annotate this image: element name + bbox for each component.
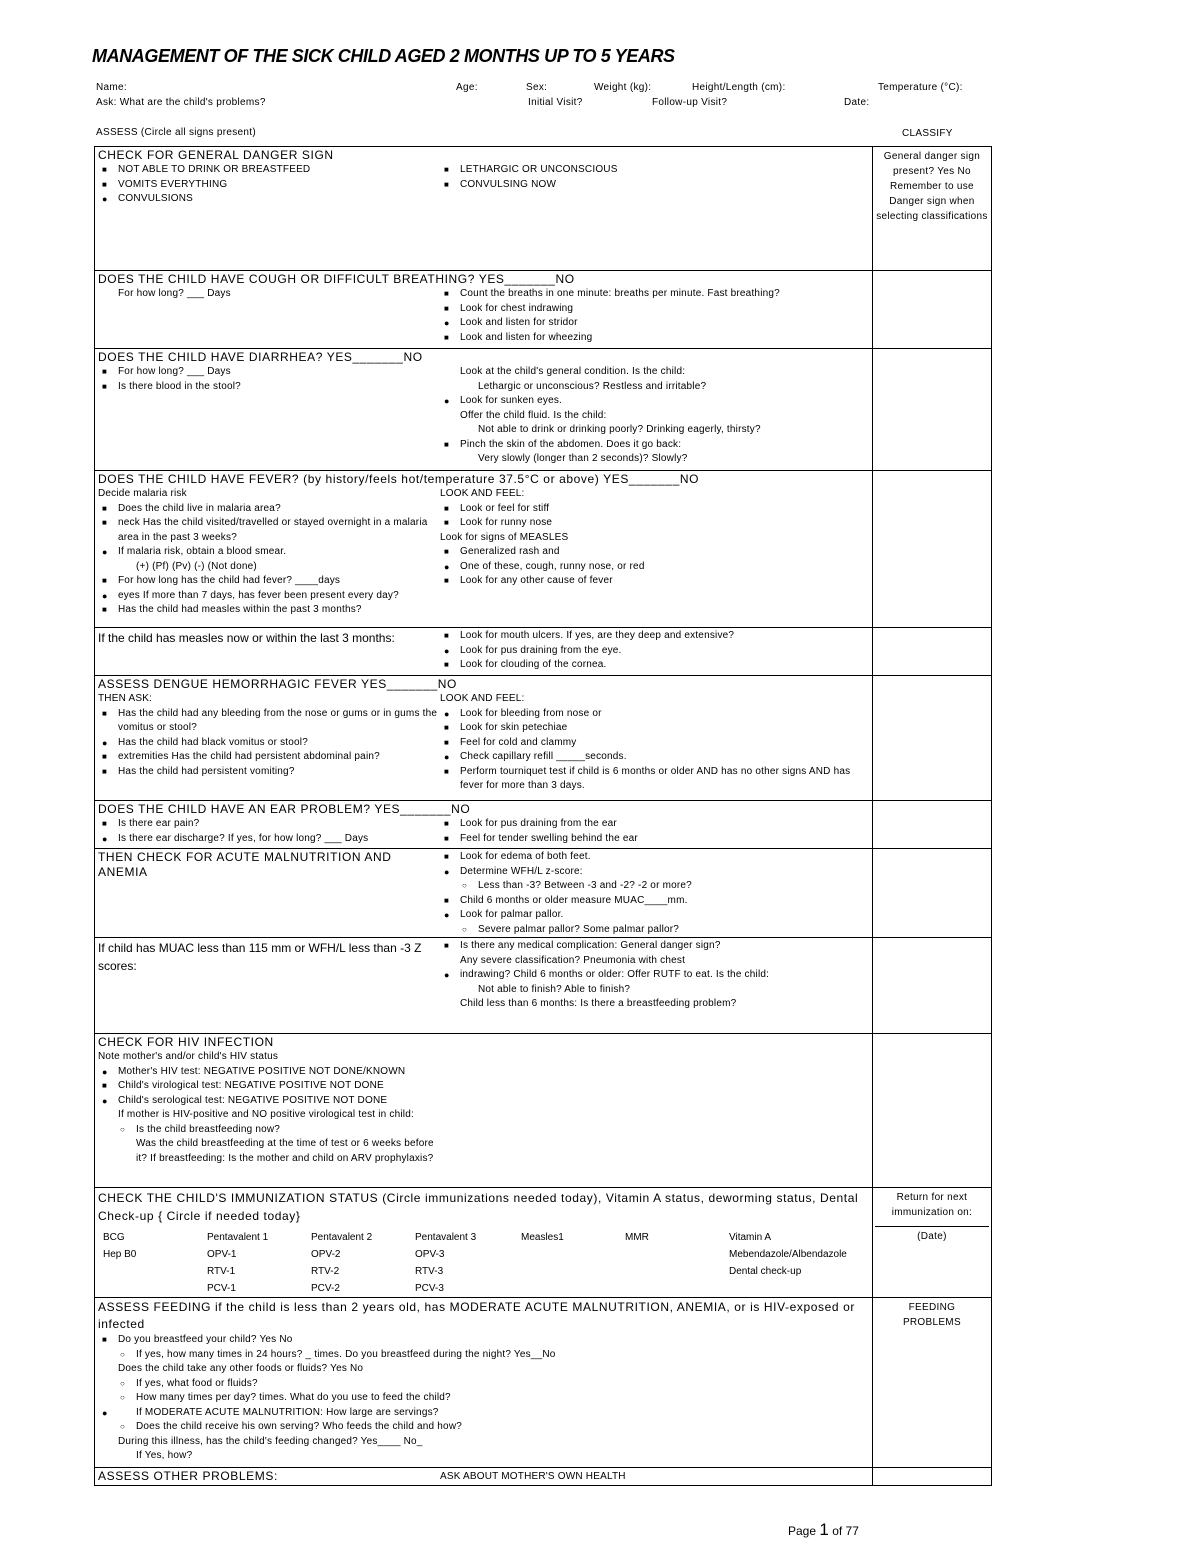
vaccine-label: Pentavalent 1 [207,1232,269,1243]
question-text: ● Is there ear discharge? If yes, for how long? ___ Days [98,832,440,847]
check-item: ■ Pinch the skin of the abdomen. Does it go back: [440,438,869,453]
vaccine-label: OPV-3 [415,1249,445,1260]
age-label: Age: [456,82,478,93]
feeding-line: During this illness, has the child's feeding changed? Yes____ No_ [118,1435,423,1447]
mother-health-label: ASK ABOUT MOTHER'S OWN HEALTH [440,1471,626,1482]
immunization-section [95,1188,992,1298]
check-item: ● Check capillary refill _____seconds. [440,750,869,765]
vaccine-label: PCV-1 [207,1283,236,1294]
vaccine-label [103,1263,207,1280]
question-text: ■ neck Has the child visited/travelled or stayed overnight in a malaria area in the past 3 weeks? [98,516,440,545]
check-item: Lethargic or unconscious? Restless and irritable? [478,380,707,392]
danger-sign-item: ■ NOT ABLE TO DRINK OR BREASTFEED [98,163,440,178]
check-item: Child less than 6 months: Is there a breastfeeding problem? [460,998,737,1009]
check-item: ■ Look for any other cause of fever [440,574,869,589]
vaccine-label: PCV-2 [311,1283,340,1294]
feeding-line: ○ Does the child receive his own serving? Who feeds the child and how? [98,1420,869,1435]
question-text: ■ Is there blood in the stool? [98,380,440,395]
question-text: ■ Has the child had persistent vomiting? [98,765,440,780]
check-item: ■ Look for skin petechiae [440,721,869,736]
vaccine-label: Pentavalent 2 [311,1232,373,1243]
danger-sign-item: ● CONVULSIONS [98,192,440,207]
question-text: ■ extremities Has the child had persistent abdominal pain? [98,750,440,765]
subheading: THEN ASK: [98,693,153,704]
immunization-grid [98,1229,869,1297]
check-item: ● Look for sunken eyes. [440,394,869,409]
malnutrition-section [95,849,992,938]
vaccine-label: OPV-1 [207,1249,237,1260]
check-item: ■ Generalized rash and [440,545,869,560]
vaccine-label: BCG [103,1232,125,1243]
check-item: ● Look for bleeding from nose or [440,707,869,722]
hiv-line: ○ Is the child breastfeeding now? [98,1123,869,1138]
sex-label: Sex: [526,82,548,93]
check-item: ● Look and listen for stridor [440,316,869,331]
vaccine-label [521,1246,625,1263]
check-item: ■ Is there any medical complication: General danger sign? [440,939,869,954]
check-item: ■ Child 6 months or older measure MUAC____mm. [440,894,869,909]
assessment-form [94,146,992,1486]
question-text: ■ Has the child had measles within the past 3 months? [98,603,440,618]
check-item: Look at the child's general condition. Is the child: [460,366,686,377]
vaccine-label [521,1280,625,1297]
question-text: ● Has the child had black vomitus or stool? [98,736,440,751]
question-text: ■ For how long has the child had fever? ____days [98,574,440,589]
section-title: DOES THE CHILD HAVE COUGH OR DIFFICULT BREATHING? YES_______NO [98,272,575,286]
check-item: ■ Feel for cold and clammy [440,736,869,751]
check-item: ■ Look for mouth ulcers. If yes, are they deep and extensive? [440,629,869,644]
page-current: 1 [819,1520,829,1539]
initial-visit-label: Initial Visit? [528,97,583,108]
question-text: Decide malaria risk [98,488,187,499]
check-item: Any severe classification? Pneumonia with chest [460,954,686,966]
ear-section [95,801,992,849]
check-item: ○ Less than -3? Between -3 and -2? -2 or more? [440,879,869,894]
hiv-line: ● Mother's HIV test: NEGATIVE POSITIVE NOT DONE/KNOWN [98,1065,869,1080]
hiv-line: ● Child's serological test: NEGATIVE POSITIVE NOT DONE [98,1094,869,1109]
hiv-line: Note mother's and/or child's HIV status [98,1051,279,1062]
danger-classification: General danger sign present? Yes No Remember to use Danger sign when selecting classifications [876,151,988,222]
vaccine-label [729,1280,877,1297]
vaccine-label: Pentavalent 3 [415,1232,477,1243]
check-item: ○ Severe palmar pallor? Some palmar pallor? [440,923,869,938]
problems-label: Ask: What are the child's problems? [96,97,266,108]
feeding-line: ○ If yes, what food or fluids? [98,1377,869,1392]
hiv-line: If mother is HIV-positive and NO positive virological test in child: [118,1109,414,1120]
classify-heading: CLASSIFY [902,128,953,139]
check-item: ■ Feel for tender swelling behind the ear [440,832,869,847]
danger-sign-item: ■ LETHARGIC OR UNCONSCIOUS [440,163,869,178]
hiv-line: Was the child breastfeeding at the time of test or 6 weeks before [136,1138,434,1149]
page-word: Page [788,1524,817,1538]
check-item: ● Look for pus draining from the eye. [440,644,869,659]
section-title: ASSESS DENGUE HEMORRHAGIC FEVER YES_______NO [98,677,457,691]
vaccine-label: RTV-3 [415,1266,444,1277]
section-title: ASSESS FEEDING if the child is less than 2 years old, has MODERATE ACUTE MALNUTRITION, ANEMIA, or is HIV-exposed or infected [98,1300,855,1331]
vaccine-label [625,1263,729,1280]
assess-heading: ASSESS (Circle all signs present) [96,127,256,138]
feeding-line: ● If MODERATE ACUTE MALNUTRITION: How large are servings? [98,1406,869,1421]
weight-label: Weight (kg): [594,82,652,93]
vaccine-label: MMR [625,1232,649,1243]
check-item: ■ Look for chest indrawing [440,302,869,317]
section-title: DOES THE CHILD HAVE AN EAR PROBLEM? YES_______NO [98,802,471,816]
fever-section [95,471,992,628]
check-item: ■ Perform tourniquet test if child is 6 months or older AND has no other signs AND has fever for more than 3 days. [440,765,869,794]
check-item: ■ Look and listen for wheezing [440,331,869,346]
diarrhea-section [95,349,992,471]
check-item: ■ Count the breaths in one minute: breaths per minute. Fast breathing? [440,287,869,302]
other-problems-section [95,1468,992,1486]
name-label: Name: [96,82,127,93]
vaccine-label: Mebendazole/Albendazole [729,1249,847,1260]
vaccine-label [521,1263,625,1280]
check-item: ● indrawing? Child 6 months or older: Offer RUTF to eat. Is the child: [440,968,869,983]
question-text: ■ Does the child live in malaria area? [98,502,440,517]
temperature-label: Temperature (°C): [878,82,963,93]
measles-section [95,628,992,676]
vaccine-label: Vitamin A [729,1232,772,1243]
feeding-line: ○ If yes, how many times in 24 hours? _ times. Do you breastfeed during the night? Yes__No [98,1348,869,1363]
check-item: Not able to drink or drinking poorly? Drinking eagerly, thirsty? [478,424,761,435]
section-title: THEN CHECK FOR ACUTE MALNUTRITION AND ANEMIA [98,850,392,879]
vaccine-label [625,1280,729,1297]
question-text: ■ Is there ear pain? [98,817,440,832]
check-item: ■ Look or feel for stiff [440,502,869,517]
check-item: ● Look for palmar pallor. [440,908,869,923]
muac-section [95,938,992,1034]
cough-section [95,271,992,349]
subheading: LOOK AND FEEL: [440,693,525,704]
followup-visit-label: Follow-up Visit? [652,97,728,108]
danger-sign-item: ■ CONVULSING NOW [440,178,869,193]
dengue-section [95,676,992,801]
feeding-classification: FEEDING PROBLEMS [902,1302,961,1328]
vaccine-label: Hep B0 [103,1249,137,1260]
page-total: of 77 [832,1524,859,1538]
question-text: (+) (Pf) (Pv) (-) (Not done) [136,560,257,572]
section-title: CHECK FOR GENERAL DANGER SIGN [98,148,334,162]
vaccine-label [625,1246,729,1263]
page-title: MANAGEMENT OF THE SICK CHILD AGED 2 MONTHS UP TO 5 YEARS [92,46,675,66]
check-item: LOOK AND FEEL: [440,488,525,499]
section-title: DOES THE CHILD HAVE DIARRHEA? YES_______NO [98,350,423,364]
vaccine-label: OPV-2 [311,1249,341,1260]
date-caption: (Date) [917,1231,947,1242]
question-text: ● If malaria risk, obtain a blood smear. [98,545,440,560]
feeding-section [95,1298,992,1468]
check-item: ● One of these, cough, runny nose, or red [440,560,869,575]
section-title: ASSESS OTHER PROBLEMS: [98,1469,278,1483]
date-label: Date: [844,97,870,108]
section-title: CHECK FOR HIV INFECTION [98,1035,274,1049]
feeding-line: Does the child take any other foods or fluids? Yes No [118,1363,364,1374]
vaccine-label [103,1280,207,1297]
question-text: ■ For how long? ___ Days [98,365,440,380]
check-item: ● Determine WFH/L z-score: [440,865,869,880]
hiv-line: it? If breastfeeding: Is the mother and child on ARV prophylaxis? [136,1152,434,1164]
question-text: ● eyes If more than 7 days, has fever been present every day? [98,589,440,604]
check-item: Not able to finish? Able to finish? [478,983,631,995]
vaccine-label: Dental check-up [729,1266,802,1277]
check-item: ■ Look for runny nose [440,516,869,531]
return-immunization-label: Return for next immunization on: [891,1192,973,1218]
vaccine-label: Measles1 [521,1232,564,1243]
hiv-section [95,1034,992,1188]
muac-condition: If child has MUAC less than 115 mm or WFH/L less than -3 Z scores: [98,941,422,973]
check-item: ■ Look for pus draining from the ear [440,817,869,832]
feeding-line: ○ How many times per day? times. What do you use to feed the child? [98,1391,869,1406]
feeding-line: If Yes, how? [136,1450,193,1461]
section-title: CHECK THE CHILD'S IMMUNIZATION STATUS (Circle immunizations needed today), Vitamin A status, deworming status, Dental Check-up { Circle if needed today} [98,1191,859,1223]
check-item: ■ Look for clouding of the cornea. [440,658,869,673]
check-item: Offer the child fluid. Is the child: [460,409,607,421]
vaccine-label: RTV-1 [207,1266,236,1277]
date-line [875,1226,989,1227]
danger-sign-section [95,147,992,271]
vaccine-label: RTV-2 [311,1266,340,1277]
feeding-line: ■ Do you breastfeed your child? Yes No [98,1333,869,1348]
question-text: ■ Has the child had any bleeding from the nose or gums or in gums the vomitus or stool? [98,707,440,736]
check-item: Look for signs of MEASLES [440,531,569,543]
danger-sign-item: ■ VOMITS EVERYTHING [98,178,440,193]
vaccine-label: PCV-3 [415,1283,444,1294]
check-item: Very slowly (longer than 2 seconds)? Slowly? [478,453,688,464]
height-label: Height/Length (cm): [692,82,786,93]
section-title: DOES THE CHILD HAVE FEVER? (by history/feels hot/temperature 37.5°C or above) YES_______NO [98,472,700,486]
measles-condition: If the child has measles now or within the last 3 months: [98,631,395,645]
check-item: ■ Look for edema of both feet. [440,850,869,865]
question-text: For how long? ___ Days [118,288,231,299]
hiv-line: ■ Child's virological test: NEGATIVE POSITIVE NOT DONE [98,1079,869,1094]
page-number [788,1520,859,1540]
